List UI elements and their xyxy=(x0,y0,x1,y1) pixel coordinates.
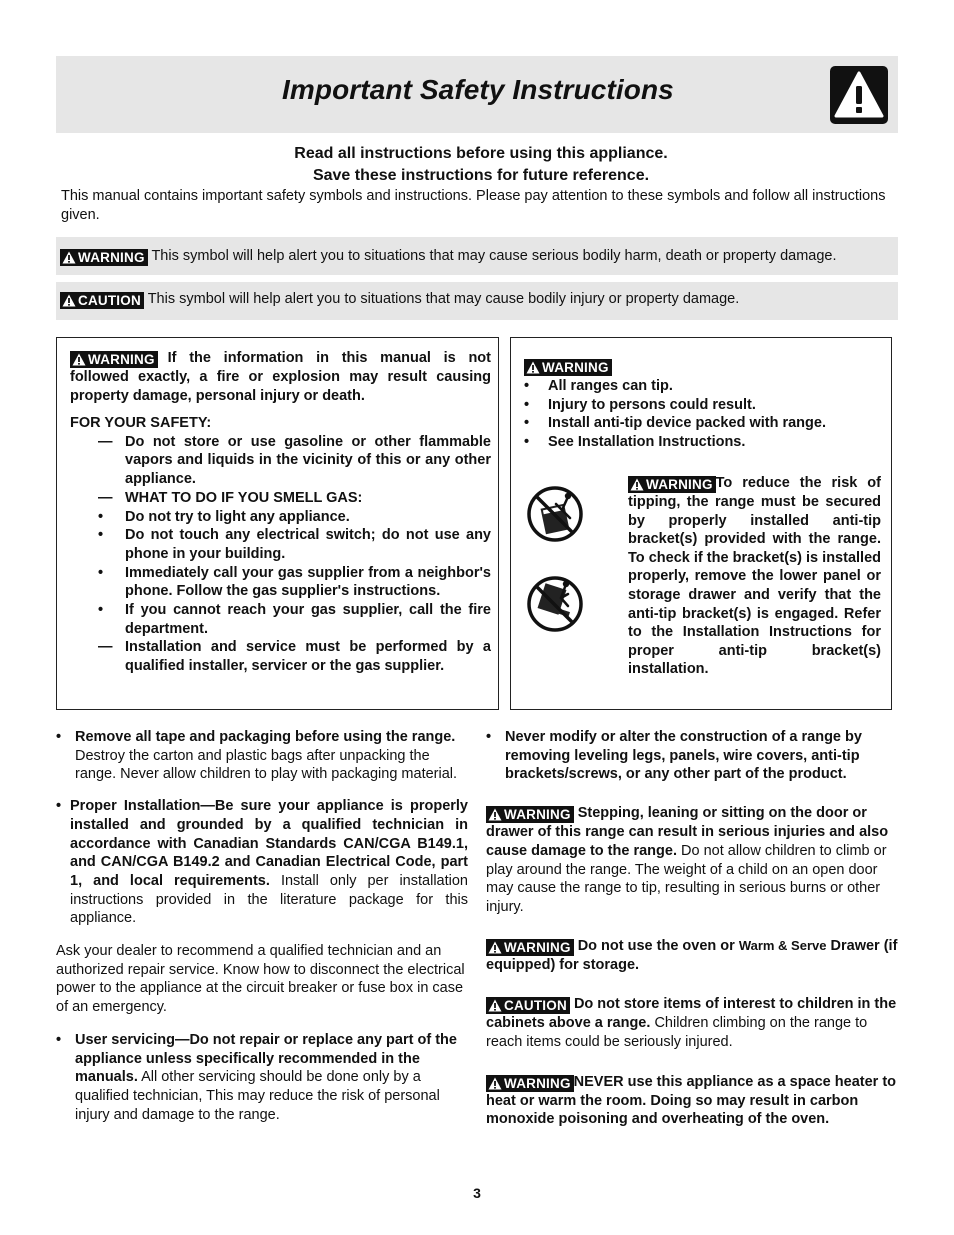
caution-symbol-text: This symbol will help alert you to situations that may cause bodily injury or property damage. xyxy=(147,291,740,307)
page-number: 3 xyxy=(473,1185,481,1201)
list-item: • Injury to persons could result. xyxy=(524,396,756,413)
intro-line-2: Save these instructions for future reference. xyxy=(312,166,650,184)
gas-safety-list xyxy=(70,414,491,676)
list-item: • Never modify or alter the construction of a range by removing leveling legs, panels, wire covers, anti-tip brackets/screws, or any other part of the product. xyxy=(486,729,862,783)
list-item: • See Installation Instructions. xyxy=(524,434,746,451)
list-item xyxy=(70,638,491,675)
dealer-paragraph: Ask your dealer to recommend a qualified technician and an authorized repair service. Know how to disconnect the electrical power to the appliance at the circuit breaker or fuse box in case of an emergency. xyxy=(56,943,465,1016)
caution-badge: CAUTION xyxy=(60,292,144,309)
cabinets-caution: CAUTION Do not store items of interest to children in the cabinets above a range. Children climbing on the range to reach items could be seriously injured. xyxy=(486,996,897,1051)
stepping-warning: WARNING Stepping, leaning or sitting on the door or drawer of this range can result in serious injuries and also cause damage to the range. Do not allow children to climb or play around the range. The weight of a child on an open door may cause the range to tip, resulting in serious burns or other injury. xyxy=(486,805,889,915)
list-marker: — xyxy=(98,489,113,506)
list-marker: • xyxy=(98,564,104,581)
list-item: • All ranges can tip. xyxy=(524,378,673,394)
list-item-text: Do not store or use gasoline or other flammable vapors and liquids in the vicinity of this or any other appliance. xyxy=(125,433,491,488)
caution-triangle-icon xyxy=(62,294,76,307)
caution-triangle-icon xyxy=(488,999,502,1012)
warning-badge: WARNING xyxy=(70,351,158,368)
warning-triangle-icon xyxy=(72,353,86,366)
list-item-text: WHAT TO DO IF YOU SMELL GAS: xyxy=(125,489,363,506)
warning-triangle-icon xyxy=(62,251,76,264)
warning-symbol-row xyxy=(60,247,900,266)
storage-warning: WARNING Do not use the oven or Warm & Serve Drawer (if equipped) for storage. xyxy=(486,937,898,973)
anti-tip-bullets xyxy=(524,377,884,452)
intro-line-1: Read all instructions before using this appliance. xyxy=(294,145,668,162)
list-item-text: Do not try to light any appliance. xyxy=(125,508,350,525)
warning-triangle-icon xyxy=(488,808,502,821)
warning-symbol-text: This symbol will help alert you to situations that may cause serious bodily harm, death or property damage. xyxy=(151,248,837,264)
list-item-text: Immediately call your gas supplier from a neighbor's phone. Follow the gas supplier's instructions. xyxy=(125,564,491,600)
list-item-text: If you cannot reach your gas supplier, call the fire department. xyxy=(125,602,491,637)
anti-tip-header xyxy=(524,357,612,376)
list-item xyxy=(70,526,491,563)
caution-symbol-row xyxy=(60,290,900,309)
warning-triangle-icon xyxy=(488,941,502,954)
intro-body: This manual contains important safety symbols and instructions. Please pay attention to these symbols and follow all instructions given. xyxy=(61,188,886,223)
list-marker: • xyxy=(98,508,104,525)
list-item xyxy=(70,508,491,527)
list-item xyxy=(70,489,491,508)
list-item: • Proper Installation—Be sure your appliance is properly installed and grounded by a qualified technician in accordance with Canadian Standards CAN/CGA B149.1, and CAN/CGA B149.2 and Canadian Electrical Code, part 1, and local requirements. Install only per installation instructions provided in the literature package for this appliance. xyxy=(56,798,468,927)
anti-tip-instructions: WARNING To reduce the risk of tipping, the range must be secured by properly installed anti-tip bracket(s) provided with the range. To check if the bracket(s) is installed properly, remove the lower panel or storage drawer and verify that the anti-tip bracket(s) is engaged. Refer to the Installation Instructions for proper anti-tip bracket(s) installation. xyxy=(628,475,881,678)
list-item xyxy=(70,433,491,489)
warning-badge: WARNING xyxy=(60,249,148,266)
no-sitting-on-door-icon xyxy=(526,562,584,651)
warning-badge: WARNING xyxy=(524,359,612,376)
warning-badge: WARNING xyxy=(486,1075,574,1092)
page-title: Important Safety Instructions xyxy=(282,74,674,105)
for-your-safety-label: FOR YOUR SAFETY: xyxy=(70,415,212,431)
warning-triangle-icon xyxy=(488,1077,502,1090)
warning-badge: WARNING xyxy=(486,939,574,956)
space-heater-warning: WARNING NEVER use this appliance as a space heater to heat or warm the room. Doing so may result in carbon monoxide poisoning and overheating of the oven. xyxy=(486,1073,897,1128)
list-item xyxy=(70,564,491,601)
list-marker: • xyxy=(98,602,104,619)
list-item xyxy=(70,601,491,638)
warning-triangle-icon xyxy=(630,478,644,491)
list-marker: — xyxy=(98,433,113,450)
list-marker: • xyxy=(98,527,104,544)
list-item-text: Do not touch any electrical switch; do not use any phone in your building. xyxy=(125,527,491,562)
intro-heading xyxy=(56,143,906,186)
exclamation-triangle-icon xyxy=(830,66,888,124)
gas-warning-lead: WARNING If the information in this manual is not followed exactly, a fire or explosion may result causing property damage, personal injury or death. xyxy=(70,350,491,404)
caution-badge: CAUTION xyxy=(486,997,570,1014)
no-climbing-icon xyxy=(526,472,584,561)
warning-triangle-icon xyxy=(526,361,540,374)
right-column xyxy=(486,728,899,1129)
warning-badge: WARNING xyxy=(486,806,574,823)
list-marker: — xyxy=(98,639,113,656)
list-item: • Remove all tape and packaging before using the range. Destroy the carton and plastic bags after unpacking the range. Never allow children to play with packaging material. xyxy=(56,729,458,783)
list-item: • Install anti-tip device packed with range. xyxy=(524,415,826,432)
list-item: • User servicing—Do not repair or replace any part of the appliance unless specifically recommended in the manuals. All other servicing should be done only by a qualified technician, This may reduce the risk of personal injury and damage to the range. xyxy=(56,1031,457,1123)
warning-badge: WARNING xyxy=(628,476,716,493)
list-item-text: Installation and service must be performed by a qualified installer, servicer or the gas supplier. xyxy=(125,639,491,675)
left-column xyxy=(56,728,468,1124)
